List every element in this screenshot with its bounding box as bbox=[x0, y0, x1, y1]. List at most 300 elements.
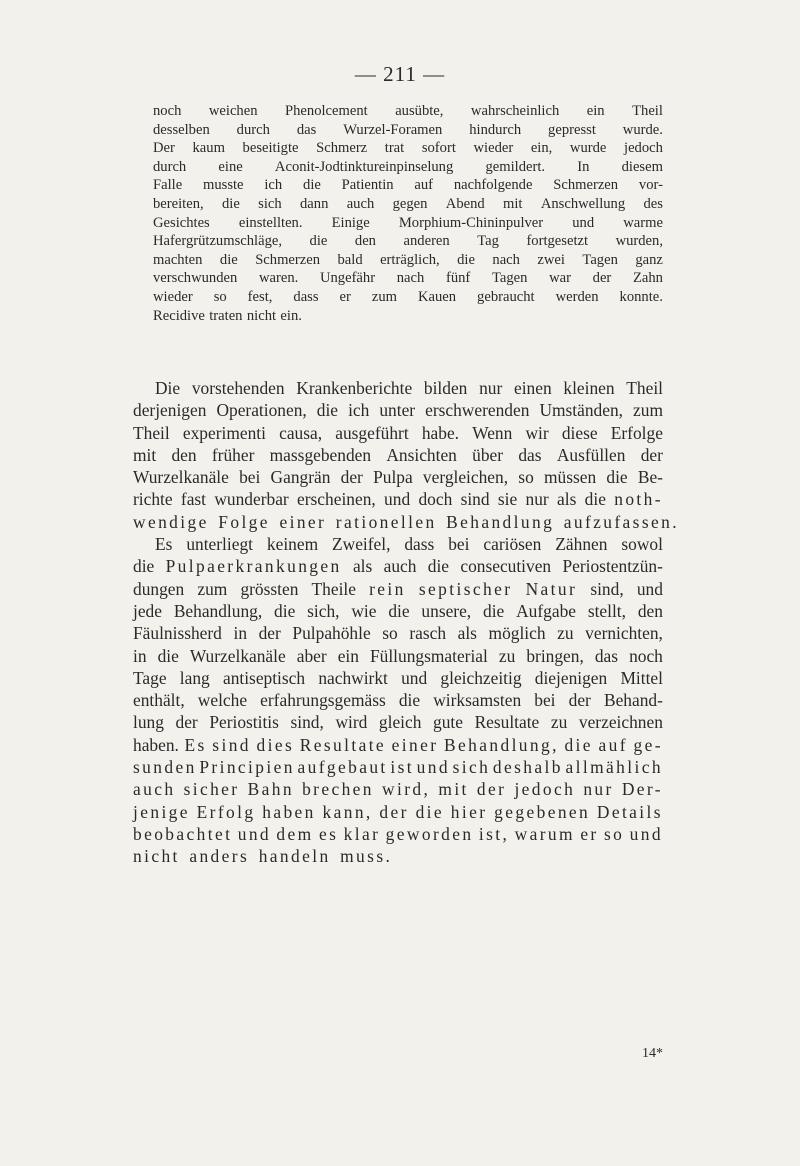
word: weichen bbox=[208, 103, 258, 119]
spaced-word: brechen bbox=[302, 779, 374, 800]
word: experimenti bbox=[182, 422, 266, 443]
word: gute bbox=[433, 712, 463, 733]
word: wieder bbox=[153, 288, 193, 305]
word: und bbox=[636, 578, 663, 599]
word: wurde bbox=[569, 140, 607, 157]
spaced-word: dem bbox=[276, 823, 314, 844]
word: beseitigte bbox=[242, 140, 299, 157]
text-line bbox=[133, 488, 663, 510]
word: consecutiven bbox=[460, 556, 552, 577]
word: habe. bbox=[421, 422, 460, 443]
word: Anschwellung bbox=[540, 195, 626, 212]
word: erschwerenden bbox=[425, 400, 530, 421]
spaced-word: nur bbox=[583, 779, 614, 800]
spaced-word: es bbox=[318, 823, 339, 844]
spaced-word: und bbox=[629, 823, 663, 844]
spaced-word: Pulpaerkrankungen bbox=[165, 556, 342, 577]
word: durch bbox=[153, 158, 187, 175]
word: die bbox=[274, 600, 296, 621]
word: massgebenden bbox=[269, 444, 372, 465]
word: anderen bbox=[403, 233, 450, 250]
word: jede bbox=[133, 600, 162, 621]
word: ein bbox=[337, 645, 359, 666]
spaced-word: ist bbox=[390, 757, 414, 778]
word: über bbox=[472, 444, 504, 465]
text-line bbox=[153, 158, 663, 177]
word: Theil bbox=[626, 378, 663, 398]
word: wie bbox=[351, 600, 377, 621]
word: Tage bbox=[133, 667, 167, 688]
discussion-text bbox=[133, 377, 679, 868]
word: die bbox=[133, 556, 155, 577]
word: die bbox=[157, 645, 179, 666]
spaced-word: ist, bbox=[478, 823, 510, 844]
word: er bbox=[339, 288, 351, 305]
word: und bbox=[384, 489, 411, 510]
text-line bbox=[153, 102, 663, 121]
spaced-word: Erfolg bbox=[196, 801, 256, 822]
spaced-word: gegebenen bbox=[494, 801, 591, 822]
text-line bbox=[133, 377, 663, 399]
word: Der bbox=[153, 140, 175, 157]
spaced-word: dies bbox=[256, 734, 295, 755]
word: Ungefähr bbox=[319, 270, 376, 287]
word: war bbox=[549, 270, 571, 287]
word: verzeichnen bbox=[578, 712, 663, 733]
word: unterliegt bbox=[186, 534, 253, 555]
word: dass bbox=[404, 534, 435, 555]
word: auf bbox=[414, 177, 434, 194]
spaced-word: muss. bbox=[340, 846, 393, 867]
word: Tagen bbox=[582, 251, 618, 268]
word: Theil bbox=[632, 103, 663, 119]
text-line bbox=[153, 195, 663, 214]
word: Die bbox=[155, 378, 181, 398]
word: Gesichtes bbox=[153, 214, 210, 231]
text-line bbox=[133, 778, 663, 800]
word: fest, bbox=[247, 288, 273, 305]
word: Abend bbox=[445, 195, 485, 212]
word: desselben bbox=[153, 121, 210, 138]
word: cariösen bbox=[483, 534, 542, 555]
word: ein, bbox=[530, 140, 553, 157]
word: so bbox=[382, 623, 398, 644]
word: als bbox=[352, 556, 373, 577]
word: das bbox=[296, 121, 317, 138]
spaced-word: Bahn bbox=[247, 779, 294, 800]
text-line bbox=[133, 444, 663, 466]
spaced-word: rein bbox=[369, 578, 406, 599]
word: den bbox=[171, 444, 197, 465]
word: die bbox=[483, 600, 505, 621]
word: nach bbox=[492, 251, 520, 268]
word: bereiten, bbox=[153, 195, 204, 212]
word: Tag bbox=[477, 233, 499, 250]
word: die bbox=[427, 556, 450, 577]
word: nur bbox=[525, 489, 549, 510]
word: einen bbox=[514, 378, 552, 398]
word: Wurzel-Foramen bbox=[343, 121, 443, 138]
word: haben. bbox=[133, 734, 179, 755]
word: Theil bbox=[133, 422, 170, 443]
spaced-word: die bbox=[564, 734, 593, 755]
spaced-word: der bbox=[379, 801, 409, 822]
word: jedoch bbox=[624, 140, 663, 157]
word: warme bbox=[623, 214, 663, 231]
word: bei bbox=[534, 690, 556, 711]
page-signature: 14* bbox=[642, 1046, 663, 1061]
word: Zahn bbox=[632, 270, 663, 287]
word: ein. bbox=[280, 307, 302, 324]
word: antiseptisch bbox=[222, 667, 306, 688]
spaced-word: jedoch bbox=[514, 779, 576, 800]
text-line bbox=[153, 288, 663, 307]
spaced-word: Principien bbox=[199, 757, 295, 778]
word: hindurch bbox=[469, 121, 522, 138]
word: durch bbox=[236, 121, 270, 138]
word: waren. bbox=[258, 270, 299, 287]
word: gemildert. bbox=[485, 158, 546, 175]
word: Falle bbox=[153, 177, 183, 194]
word: mit bbox=[133, 444, 157, 465]
word: fortgesetzt bbox=[526, 233, 589, 250]
spaced-word: sich bbox=[452, 757, 491, 778]
word: aber bbox=[296, 645, 327, 666]
word: Tagen bbox=[491, 270, 528, 287]
word: die bbox=[309, 233, 328, 250]
word: als bbox=[457, 623, 477, 644]
word: der bbox=[258, 623, 281, 644]
word: musste bbox=[203, 177, 244, 194]
word: Recidive bbox=[153, 307, 205, 324]
text-line bbox=[133, 667, 663, 689]
word: wird bbox=[335, 712, 368, 733]
word: keinem bbox=[266, 534, 319, 555]
spaced-word: noth- bbox=[614, 489, 663, 510]
word: auch bbox=[383, 556, 417, 577]
word: werden bbox=[555, 288, 599, 305]
word: Mittel bbox=[620, 667, 663, 688]
word: der bbox=[175, 712, 198, 733]
word: wahrscheinlich bbox=[470, 103, 560, 119]
word: Zweifel, bbox=[332, 534, 391, 555]
spaced-word: einer bbox=[391, 734, 439, 755]
spaced-word: einer bbox=[279, 511, 327, 532]
word: Resultate bbox=[474, 712, 540, 733]
word: die bbox=[388, 600, 410, 621]
spaced-word: auf bbox=[598, 734, 628, 755]
word: so bbox=[518, 467, 534, 488]
case-report-paragraph bbox=[153, 102, 663, 325]
text-line bbox=[133, 578, 663, 600]
spaced-word: sunden bbox=[133, 757, 197, 778]
text-line bbox=[133, 600, 663, 622]
spaced-word: beobachtet bbox=[133, 823, 233, 844]
word: dungen bbox=[133, 578, 185, 599]
word: Hafergrützumschläge, bbox=[153, 233, 282, 250]
word: trat bbox=[384, 140, 405, 157]
word: gleichzeitig bbox=[440, 667, 522, 688]
word: die bbox=[303, 177, 321, 194]
word: sich bbox=[258, 195, 282, 212]
word: Aconit-Jodtinktureinpinselung bbox=[274, 158, 454, 175]
spaced-word: haben bbox=[262, 801, 316, 822]
spaced-word: Details bbox=[596, 801, 663, 822]
word: diesem bbox=[621, 158, 663, 175]
text-line bbox=[133, 801, 663, 823]
spaced-word: allmählich bbox=[565, 757, 663, 778]
text-line bbox=[153, 307, 663, 326]
word: zu bbox=[498, 645, 516, 666]
word: wurde. bbox=[622, 121, 663, 138]
word: gleich bbox=[378, 712, 422, 733]
word: diese bbox=[561, 422, 598, 443]
word: richte bbox=[133, 489, 173, 510]
word: Theile bbox=[311, 578, 356, 599]
spaced-word: und bbox=[237, 823, 272, 844]
word: das bbox=[594, 645, 619, 666]
word: das bbox=[518, 444, 542, 465]
word: noch bbox=[629, 645, 663, 666]
word: fünf bbox=[445, 270, 471, 287]
word: Behand- bbox=[603, 690, 663, 711]
spaced-word: er bbox=[580, 823, 599, 844]
word: dass bbox=[293, 288, 319, 305]
word: zwei bbox=[537, 251, 565, 268]
word: eine bbox=[218, 158, 243, 175]
word: Füllungsmaterial bbox=[369, 645, 488, 666]
word: die bbox=[398, 690, 421, 711]
word: Patientin bbox=[341, 177, 394, 194]
text-line bbox=[133, 756, 663, 778]
word: diejenigen bbox=[534, 667, 608, 688]
word: zum bbox=[371, 288, 397, 305]
spaced-word: mit bbox=[438, 779, 469, 800]
text-line bbox=[133, 645, 663, 667]
word: Pulpa bbox=[373, 467, 413, 488]
word: früher bbox=[211, 444, 255, 465]
word: nach bbox=[396, 270, 425, 287]
word: bilden bbox=[423, 378, 468, 398]
word: Wurzelkanäle bbox=[189, 645, 286, 666]
word: der bbox=[640, 444, 663, 465]
word: Wurzelkanäle bbox=[133, 467, 229, 488]
word: die bbox=[219, 251, 238, 268]
word: Fäulnissherd bbox=[133, 623, 222, 644]
word: lung bbox=[133, 712, 164, 733]
word: Be- bbox=[637, 467, 663, 488]
word: als bbox=[557, 489, 577, 510]
text-line bbox=[153, 232, 663, 251]
spaced-word: auch bbox=[133, 779, 176, 800]
word: Zähnen bbox=[555, 534, 608, 555]
word: die bbox=[584, 489, 606, 510]
word: des bbox=[643, 195, 663, 212]
word: bald bbox=[337, 251, 363, 268]
word: gegen bbox=[392, 195, 428, 212]
word: ganz bbox=[635, 251, 663, 268]
text-line bbox=[133, 555, 663, 577]
text-line bbox=[133, 689, 663, 711]
word: Wenn bbox=[472, 422, 513, 443]
text-line bbox=[133, 845, 663, 867]
word: vorstehenden bbox=[191, 378, 285, 398]
word: Krankenberichte bbox=[296, 378, 413, 398]
word: zum bbox=[633, 400, 663, 421]
text-line bbox=[133, 622, 663, 644]
word: und bbox=[572, 214, 595, 231]
text-line bbox=[133, 511, 679, 533]
word: vor- bbox=[638, 177, 663, 194]
spaced-word: Natur bbox=[525, 578, 578, 599]
word: der bbox=[340, 467, 363, 488]
word: Schmerz bbox=[316, 140, 368, 157]
word: fast bbox=[180, 489, 207, 510]
spaced-word: aufzufassen. bbox=[563, 511, 679, 532]
text-line bbox=[153, 251, 663, 270]
spaced-word: klar bbox=[343, 823, 381, 844]
word: sofort bbox=[421, 140, 456, 157]
word: Periostitis bbox=[209, 712, 279, 733]
spaced-word: jenige bbox=[133, 801, 190, 822]
word: Erfolge bbox=[610, 422, 663, 443]
word: vernichten, bbox=[585, 623, 663, 644]
word: kleinen bbox=[563, 378, 615, 398]
word: Aufgabe bbox=[516, 600, 576, 621]
word: bei bbox=[448, 534, 470, 555]
word: Operationen, bbox=[216, 400, 307, 421]
spaced-word: Es bbox=[184, 734, 207, 755]
word: der bbox=[568, 690, 591, 711]
word: ausgeführt bbox=[335, 422, 409, 443]
word: die bbox=[457, 251, 475, 268]
word: kaum bbox=[192, 140, 225, 157]
word: machten bbox=[153, 251, 203, 268]
spaced-word: die bbox=[415, 801, 445, 822]
word: Morphium-Chininpulver bbox=[398, 214, 544, 231]
page-number: — 211 — bbox=[354, 62, 446, 86]
spaced-word: Behandlung, bbox=[444, 734, 559, 755]
word: den bbox=[354, 233, 376, 250]
word: wir bbox=[525, 422, 549, 443]
word: grössten bbox=[240, 578, 299, 599]
word: nicht bbox=[246, 307, 277, 324]
spaced-word: kann, bbox=[322, 801, 373, 822]
text-line bbox=[153, 139, 663, 158]
word: Ansichten bbox=[386, 444, 457, 465]
word: Behandlung, bbox=[173, 600, 263, 621]
text-line bbox=[133, 711, 663, 733]
word: wieder bbox=[473, 140, 514, 157]
word: Es bbox=[155, 534, 173, 555]
word: Kauen bbox=[417, 288, 457, 305]
word: zu bbox=[557, 623, 574, 644]
word: bringen, bbox=[526, 645, 584, 666]
word: wirksamsten bbox=[433, 690, 522, 711]
word: Gangrän bbox=[270, 467, 331, 488]
word: ein bbox=[586, 103, 605, 119]
word: die bbox=[606, 467, 628, 488]
word: mit bbox=[503, 195, 523, 212]
text-line bbox=[153, 121, 663, 140]
word: möglich bbox=[488, 623, 546, 644]
spaced-word: und bbox=[416, 757, 450, 778]
word: enthält, bbox=[133, 690, 185, 711]
spaced-word: wird, bbox=[382, 779, 431, 800]
word: ich bbox=[348, 400, 370, 421]
word: Einige bbox=[331, 214, 370, 231]
word: unter bbox=[379, 400, 416, 421]
word: gebraucht bbox=[477, 288, 535, 305]
word: Schmerzen bbox=[553, 177, 619, 194]
text-line bbox=[153, 214, 663, 233]
spaced-word: anders bbox=[189, 846, 250, 867]
word: vergleichen, bbox=[422, 467, 509, 488]
word: müssen bbox=[543, 467, 597, 488]
spaced-word: handeln bbox=[258, 846, 331, 867]
word: sind, bbox=[290, 712, 324, 733]
spaced-word: aufgebaut bbox=[297, 757, 388, 778]
word: in bbox=[133, 645, 147, 666]
text-line bbox=[133, 823, 663, 845]
word: die bbox=[221, 195, 240, 212]
spaced-word: Der- bbox=[621, 779, 663, 800]
text-line bbox=[133, 399, 663, 421]
word: bei bbox=[239, 467, 261, 488]
spaced-word: der bbox=[476, 779, 507, 800]
word: ausübte, bbox=[395, 103, 444, 119]
word: sie bbox=[497, 489, 518, 510]
word: Umständen, bbox=[539, 400, 623, 421]
spaced-word: Behandlung bbox=[446, 511, 555, 532]
spaced-word: Folge bbox=[218, 511, 270, 532]
spaced-word: deshalb bbox=[492, 757, 563, 778]
spaced-word: warum bbox=[514, 823, 575, 844]
spaced-word: geworden bbox=[385, 823, 474, 844]
word: sind bbox=[460, 489, 490, 510]
word: der bbox=[592, 270, 612, 287]
word: In bbox=[577, 158, 590, 175]
spaced-word: rationellen bbox=[335, 511, 437, 532]
word: erträglich, bbox=[380, 251, 440, 268]
word: lang bbox=[179, 667, 210, 688]
word: so bbox=[213, 288, 227, 305]
spaced-word: nicht bbox=[133, 846, 180, 867]
word: unsere, bbox=[421, 600, 472, 621]
spaced-word: Resultate bbox=[299, 734, 387, 755]
word: welche bbox=[197, 690, 248, 711]
word: zu bbox=[550, 712, 568, 733]
word: in bbox=[233, 623, 248, 644]
spaced-word: wendige bbox=[133, 511, 209, 532]
word: wunderbar bbox=[214, 489, 289, 510]
word: die bbox=[316, 400, 339, 421]
word: verschwunden bbox=[153, 270, 238, 287]
word: Schmerzen bbox=[255, 251, 321, 268]
word: stellt, bbox=[587, 600, 626, 621]
spaced-word: ge- bbox=[633, 734, 663, 755]
spaced-word: hier bbox=[450, 801, 488, 822]
word: wurden, bbox=[615, 233, 663, 250]
text-line bbox=[133, 466, 663, 488]
word: causa, bbox=[279, 422, 323, 443]
word: zum bbox=[197, 578, 228, 599]
word: auch bbox=[346, 195, 375, 212]
text-line bbox=[153, 176, 663, 195]
word: nachfolgende bbox=[453, 177, 533, 194]
spaced-word: sind bbox=[212, 734, 251, 755]
word: erscheinen, bbox=[297, 489, 376, 510]
